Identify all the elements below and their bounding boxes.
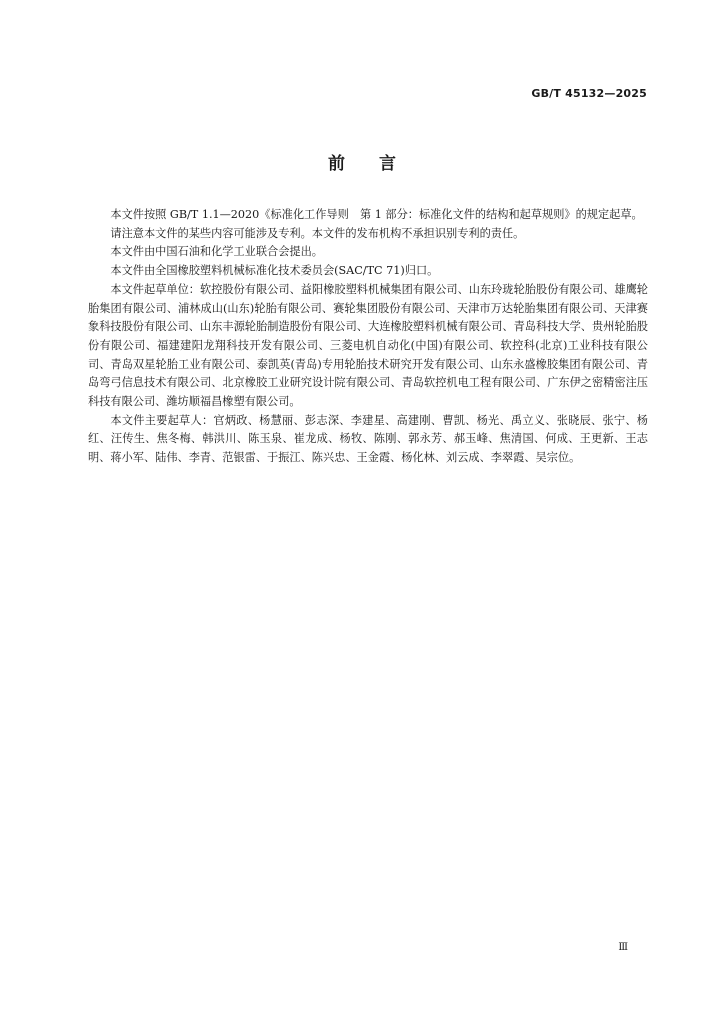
paragraph-drafting-rules: 本文件按照 GB/T 1.1—2020《标准化工作导则 第 1 部分：标准化文件的结构和起草规则》的规定起草。	[110, 208, 643, 221]
paragraph-drafting-units: 本文件起草单位：软控股份有限公司、益阳橡胶塑料机械集团有限公司、山东玲珑轮胎股份有限公司、雄鹰轮胎集团有限公司、浦林成山(山东)轮胎有限公司、赛轮集团股份有限公司、天津市万达轮胎集团有限公司、天津赛象科技股份有限公司、山东丰源轮胎制造股份有限公司、大连橡胶塑料机械有限公司、青岛科技大学、贵州轮胎股份有限公司、福建建阳龙翔科技开发有限公司、三菱电机自动化(中国)有限公司、软控科(北京)工业科技有限公司、青岛双星轮胎工业有限公司、泰凯英(青岛)专用轮胎技术研究开发有限公司、山东永盛橡胶集团有限公司、青岛弯弓信息技术有限公司、北京橡胶工业研究设计院有限公司、青岛软控机电工程有限公司、广东伊之密精密注压科技有限公司、潍坊顺福昌橡塑有限公司。	[88, 282, 648, 409]
paragraph-proposer: 本文件由中国石油和化学工业联合会提出。	[110, 245, 323, 259]
foreword-body	[88, 206, 648, 468]
paragraph-patent-notice: 请注意本文件的某些内容可能涉及专利。本文件的发布机构不承担识别专利的责任。	[110, 226, 525, 240]
paragraph-committee: 本文件由全国橡胶塑料机械标准化技术委员会(SAC/TC 71)归口。	[110, 264, 439, 278]
page-number: Ⅲ	[618, 942, 628, 953]
paragraph-drafters: 本文件主要起草人：官炳政、杨慧丽、彭志深、李建星、高建刚、曹凯、杨光、禹立义、张晓辰、张宁、杨红、汪传生、焦冬梅、韩洪川、陈玉泉、崔龙成、杨牧、陈刚、郭永芳、郝玉峰、焦清国、何成、王更新、王志明、蒋小军、陆伟、李青、范银雷、于振江、陈兴忠、王金霞、杨化林、刘云成、李翠霞、吴宗位。	[88, 413, 648, 465]
standard-number: GB/T 45132—2025	[531, 87, 647, 100]
page-title: 前言	[328, 154, 430, 174]
